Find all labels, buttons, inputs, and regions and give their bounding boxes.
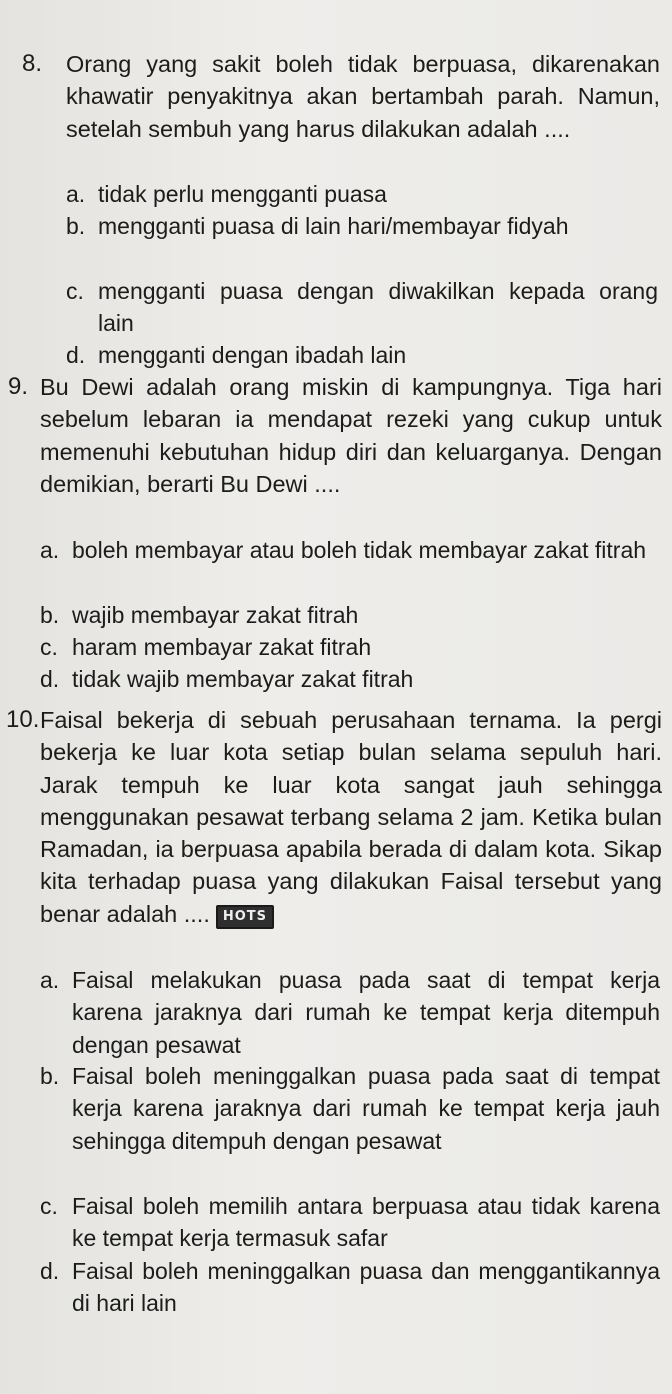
option-text: tidak perlu mengganti puasa	[98, 181, 387, 207]
option-text: wajib membayar zakat fitrah	[72, 602, 359, 628]
option-letter: b.	[40, 602, 60, 628]
option-text: haram membayar zakat fitrah	[72, 634, 372, 660]
option-letter: c.	[40, 634, 58, 660]
option-text: Faisal boleh memilih antara berpuasa atau tidak karena ke tempat kerja termasuk safar	[72, 1193, 660, 1252]
question-number: 8.	[22, 50, 43, 77]
option-text: Faisal boleh meninggalkan puasa dan menggantikannya di hari lain	[72, 1258, 660, 1317]
option-text: mengganti dengan ibadah lain	[98, 342, 407, 368]
question-stem: Bu Dewi adalah orang miskin di kampungnya. Tiga hari sebelum lebaran ia mendapat rezeki yang cukup untuk memenuhi kebutuhan hidup diri dan keluarganya. Dengan demikian, berarti Bu Dewi ....	[40, 374, 662, 497]
option-text: mengganti puasa di lain hari/membayar fidyah	[98, 213, 569, 239]
option-letter: a.	[40, 967, 60, 993]
option-text: Faisal melakukan puasa pada saat di tempat kerja karena jaraknya dari rumah ke tempat kerja ditempuh dengan pesawat	[72, 967, 660, 1058]
option-letter: d.	[40, 666, 60, 692]
option-letter: a.	[40, 537, 60, 563]
question-number: 9.	[8, 373, 29, 400]
option-letter: c.	[40, 1193, 58, 1219]
option-text: mengganti puasa dengan diwakilkan kepada orang lain	[98, 278, 658, 337]
option-text: boleh membayar atau boleh tidak membayar zakat fitrah	[72, 537, 647, 563]
question-stem-text: Faisal bekerja di sebuah perusahaan ternama. Ia pergi bekerja ke luar kota setiap bulan selama sepuluh hari. Jarak tempuh ke luar kota sangat jauh sehingga menggunakan pesawat terbang selama 2 jam. Ketika bulan Ramadan, ia berpuasa apabila berada di dalam kota. Sikap kita terhadap puasa yang dilakukan Faisal tersebut yang benar adalah ....	[40, 707, 662, 927]
option-letter: a.	[66, 181, 86, 207]
hots-badge: HOTS	[216, 905, 274, 929]
option-text: Faisal boleh meninggalkan puasa pada saat di tempat kerja karena jaraknya dari rumah ke tempat kerja jauh sehingga ditempuh dengan pesawat	[72, 1063, 660, 1154]
question-stem: Orang yang sakit boleh tidak berpuasa, dikarenakan khawatir penyakitnya akan bertambah parah. Namun, setelah sembuh yang harus dilakukan adalah ....	[66, 51, 660, 142]
option-letter: d.	[40, 1258, 60, 1284]
option-letter: b.	[40, 1063, 60, 1089]
option-letter: b.	[66, 213, 86, 239]
option-letter: c.	[66, 278, 84, 304]
question-number: 10.	[6, 706, 40, 733]
option-letter: d.	[66, 342, 86, 368]
question-stem	[40, 704, 662, 930]
option-text: tidak wajib membayar zakat fitrah	[72, 666, 414, 692]
